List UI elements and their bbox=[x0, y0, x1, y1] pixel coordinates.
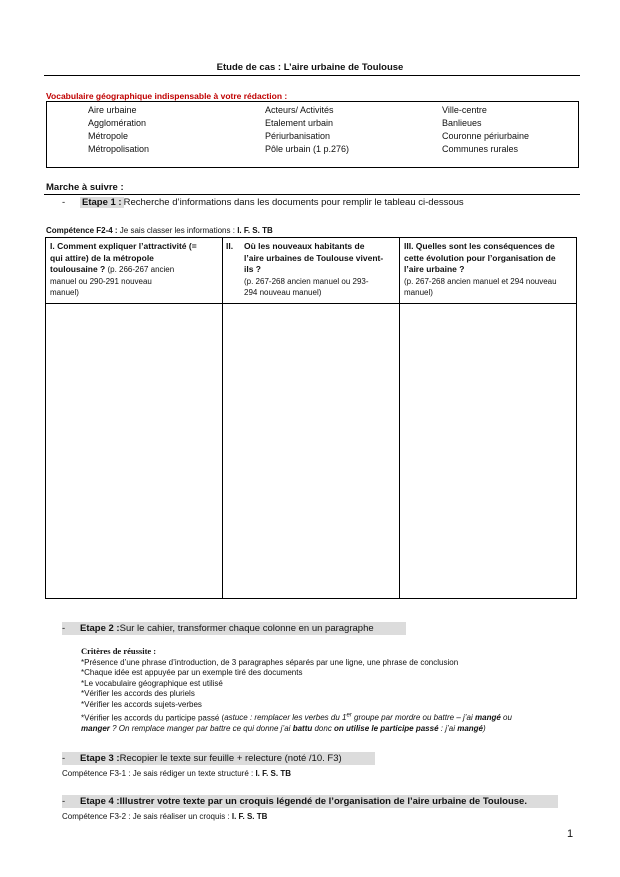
competence-label: Compétence F3-1 : bbox=[62, 769, 131, 778]
criteria-item: *Chaque idée est appuyée par un exemple tiré des documents bbox=[81, 668, 303, 678]
step-4-text: Illustrer votre texte par un croquis légendé de l’organisation de l’aire urbaine de Toulouse. bbox=[119, 796, 527, 807]
competence-text: Je sais classer les informations : bbox=[117, 226, 238, 235]
step-4 bbox=[62, 795, 558, 808]
criteria-item-participle-cont: manger ? On remplace manger par battre ce qui donne j’ai battu donc on utilise le participe passé : j’ai mangé) bbox=[81, 723, 486, 733]
vocab-term: Agglomération bbox=[88, 118, 147, 128]
vocabulary-column-2 bbox=[265, 104, 349, 156]
vocab-term: Couronne périurbaine bbox=[442, 131, 530, 141]
competence-text: Je sais réaliser un croquis : bbox=[130, 812, 232, 821]
competence-f2-4 bbox=[46, 226, 273, 235]
criteria-item-participle: *Vérifier les accords du participe passé (astuce : remplacer les verbes du 1er groupe par mordre ou battre – j’ai mangé ou bbox=[81, 712, 512, 723]
step-3-text: Recopier le texte sur feuille + relecture (noté /10. F3) bbox=[119, 753, 342, 764]
step-3-label: Etape 3 : bbox=[80, 753, 120, 764]
competence-label: Compétence F2-4 : bbox=[46, 226, 118, 235]
table-header-col-2: II. Où les nouveaux habitants de l’aire urbaines de Toulouse vivent- ils ? (p. 267-268 ancien manuel ou 293- 294 nouveau manuel) bbox=[226, 241, 384, 297]
competence-levels: I. F. S. TB bbox=[255, 769, 291, 778]
step-2 bbox=[62, 622, 406, 635]
step-bullet: - bbox=[62, 623, 66, 634]
research-table bbox=[45, 237, 577, 599]
criteria-item: *Vérifier les accords sujets-verbes bbox=[81, 699, 202, 709]
table-header-divider bbox=[46, 303, 576, 304]
vocab-term: Pôle urbain (1 p.276) bbox=[265, 144, 350, 154]
vocab-term: Communes rurales bbox=[442, 144, 519, 154]
vocab-term: Aire urbaine bbox=[88, 105, 137, 115]
competence-text: Je sais rédiger un texte structuré : bbox=[130, 769, 256, 778]
vocab-term: Métropole bbox=[88, 131, 129, 141]
vocab-term: Périurbanisation bbox=[265, 131, 331, 141]
vocabulary-column-1 bbox=[88, 104, 149, 156]
marche-divider bbox=[44, 194, 580, 195]
step-bullet: - bbox=[62, 197, 66, 208]
competence-levels: I. F. S. TB bbox=[231, 812, 268, 821]
criteria-item: *Présence d’une phrase d’introduction, de 3 paragraphes séparés par une ligne, une phrase de conclusion bbox=[81, 657, 459, 667]
competence-levels: I. F. S. TB bbox=[237, 226, 273, 235]
step-2-text: Sur le cahier, transformer chaque colonne en un paragraphe bbox=[119, 623, 374, 634]
step-1 bbox=[62, 197, 464, 208]
step-bullet: - bbox=[62, 753, 66, 764]
page-number: 1 bbox=[567, 828, 574, 840]
step-2-label: Etape 2 : bbox=[80, 623, 120, 634]
vocab-term: Métropolisation bbox=[88, 144, 150, 154]
table-column-divider bbox=[399, 238, 400, 598]
vocabulary-heading: Vocabulaire géographique indispensable à votre rédaction : bbox=[46, 91, 288, 101]
step-bullet: - bbox=[62, 796, 66, 807]
competence-f3-1 bbox=[62, 769, 291, 778]
success-criteria bbox=[81, 646, 581, 734]
vocab-term: Acteurs/ Activités bbox=[265, 105, 334, 115]
table-header-col-1: I. Comment expliquer l’attractivité (= qui attire) de la métropole toulousaine ? (p. 266-267 ancien manuel ou 290-291 nouveau manuel) bbox=[50, 241, 197, 297]
step-4-label: Etape 4 : bbox=[80, 796, 120, 807]
competence-label: Compétence F3-2 : bbox=[62, 812, 131, 821]
vocab-term: Banlieues bbox=[442, 118, 482, 128]
title-divider bbox=[44, 75, 580, 76]
vocab-term: Ville-centre bbox=[442, 105, 487, 115]
marche-heading: Marche à suivre : bbox=[46, 182, 124, 193]
vocabulary-box bbox=[46, 101, 579, 168]
page-title: Etude de cas : L’aire urbaine de Toulouse bbox=[216, 62, 404, 73]
vocabulary-column-3 bbox=[442, 104, 529, 156]
criteria-item: *Vérifier les accords des pluriels bbox=[81, 689, 195, 699]
criteria-item: *Le vocabulaire géographique est utilisé bbox=[81, 678, 223, 688]
table-header-col-3: III. Quelles sont les conséquences de cette évolution pour l’organisation de l’aire urbaine ? (p. 267-268 ancien manuel et 294 nouveau manuel) bbox=[404, 241, 557, 297]
step-1-label: Etape 1 : bbox=[82, 197, 122, 208]
criteria-heading: Critères de réussite : bbox=[81, 646, 157, 656]
competence-f3-2 bbox=[62, 812, 267, 821]
vocab-term: Etalement urbain bbox=[265, 118, 334, 128]
table-column-divider bbox=[222, 238, 223, 598]
step-3 bbox=[62, 752, 375, 765]
step-1-text: Recherche d’informations dans les documents pour remplir le tableau ci-dessous bbox=[123, 197, 464, 208]
